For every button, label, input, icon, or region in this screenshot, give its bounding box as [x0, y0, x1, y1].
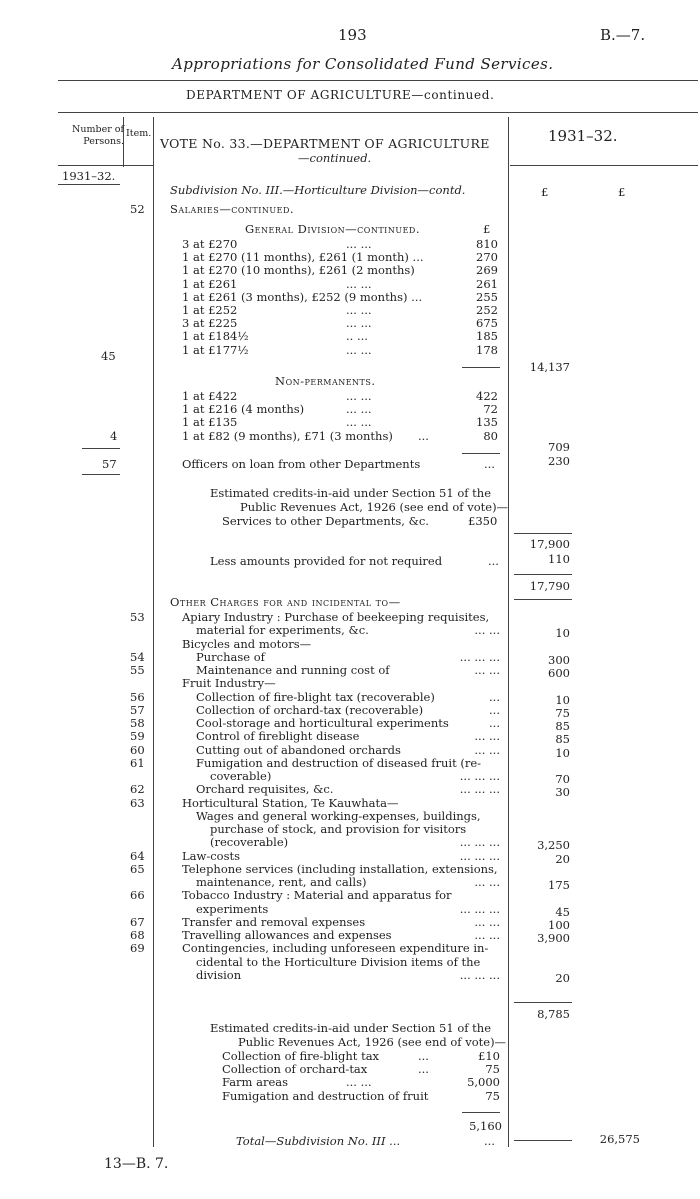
charge-label: experiments	[196, 901, 269, 916]
credit-row-amount: 75	[485, 1088, 500, 1103]
salary-row-amount: 422	[476, 389, 498, 403]
salary-row-label: 1 at £216 (4 months)	[182, 402, 305, 417]
salary-row-label: 1 at £261	[182, 276, 238, 291]
charge-label: purchase of stock, and provision for visitors	[210, 822, 467, 836]
general-division-heading: General Division—continued.	[245, 222, 420, 236]
leaders: ...	[418, 1049, 429, 1063]
charge-label: material for experiments, &c.	[196, 623, 369, 638]
credits-amount: £350	[468, 514, 498, 528]
subtotal-rule	[514, 533, 572, 534]
credit-row-amount: 75	[485, 1062, 500, 1077]
credits-line: Estimated credits-in-aid under Section 51 of the	[210, 486, 492, 500]
item-number: 55	[130, 663, 145, 677]
leaders: ... ...	[474, 742, 500, 757]
salary-row-amount: 178	[476, 342, 498, 357]
year-left-rule	[58, 184, 120, 185]
credit-row-label: Fumigation and destruction of fruit	[222, 1088, 429, 1103]
grand-total-rule	[514, 1140, 572, 1141]
leaders: ...	[484, 457, 495, 471]
item-number: 52	[130, 202, 145, 216]
leaders: .. ...	[346, 329, 368, 344]
salary-row-amount: 135	[476, 415, 498, 430]
charge-amount: 85	[555, 732, 570, 747]
salary-row-label: 3 at £270	[182, 237, 238, 251]
salary-row-amount: 185	[476, 329, 498, 344]
salary-row-amount: 255	[476, 289, 498, 304]
charge-label: Orchard requisites, &c.	[196, 782, 334, 797]
general-division-currency: £	[483, 222, 491, 236]
leaders: ... ...	[474, 928, 500, 942]
leaders: ...	[418, 1062, 429, 1077]
charge-label: Fruit Industry—	[182, 676, 276, 691]
charge-amount: 175	[548, 878, 570, 892]
credit-row-label: Collection of fire-blight tax	[222, 1049, 380, 1063]
credit-row-amount: £10	[478, 1049, 500, 1063]
grand-total-label: Total—Subdivision No. III ...	[236, 1134, 401, 1148]
charge-amount: 300	[548, 652, 570, 667]
charge-amount: 10	[555, 692, 570, 707]
charge-amount: 70	[555, 772, 570, 786]
charge-label: Wages and general working-expenses, buildings,	[196, 808, 481, 823]
leaders: ... ... ...	[459, 967, 500, 982]
charge-label: Fumigation and destruction of diseased fruit (re-	[196, 755, 482, 770]
less-label: Less amounts provided for not required	[210, 554, 443, 568]
persons-rule	[82, 448, 120, 449]
leaders: ... ...	[474, 623, 500, 638]
credits-line: Public Revenues Act, 1926 (see end of vote)—	[240, 500, 509, 514]
charge-amount: 45	[555, 904, 570, 919]
charge-label: (recoverable)	[210, 835, 289, 850]
leaders: ... ...	[346, 389, 372, 403]
credit-row-amount: 5,000	[467, 1075, 500, 1090]
department-heading: DEPARTMENT OF AGRICULTURE—continued.	[186, 88, 495, 102]
leaders: ... ...	[346, 303, 372, 317]
currency-column-b: £	[618, 185, 626, 199]
item-number: 60	[130, 742, 145, 757]
charge-label: cidental to the Horticulture Division items of the	[196, 954, 481, 969]
leaders: ... ...	[346, 415, 372, 430]
column-line-description	[508, 117, 509, 1147]
charge-amount: 100	[548, 917, 570, 932]
salary-row-label: 1 at £270 (10 months), £261 (2 months)	[182, 263, 415, 278]
salary-row-amount: 252	[476, 303, 498, 317]
column-header-item: Item.	[126, 128, 152, 139]
leaders: ... ...	[474, 663, 500, 677]
leaders: ... ...	[346, 316, 372, 331]
leaders: ... ...	[474, 729, 500, 744]
credit-row-label: Collection of orchard-tax	[222, 1062, 368, 1077]
table-header-rule-right	[510, 165, 698, 166]
charge-label: Cutting out of abandoned orchards	[196, 742, 401, 757]
salary-row-label: 1 at £252	[182, 303, 238, 317]
leaders: ...	[489, 702, 500, 717]
persons-count: 4	[110, 429, 118, 443]
salary-row-amount: 261	[476, 276, 498, 291]
year-left: 1931–32.	[62, 169, 116, 183]
currency-column-a: £	[541, 185, 549, 199]
item-number: 57	[130, 702, 145, 717]
vote-title-continued: —continued.	[298, 151, 372, 165]
charge-label: Cool-storage and horticultural experiments	[196, 716, 449, 730]
salary-row-amount: 80	[483, 428, 498, 443]
subtotal-rule	[514, 574, 572, 575]
leaders: ... ... ...	[459, 649, 500, 664]
charge-label: Contingencies, including unforeseen expenditure in-	[182, 941, 489, 956]
charge-amount: 20	[555, 851, 570, 866]
page-title: Appropriations for Consolidated Fund Services.	[172, 55, 554, 73]
officers-on-loan-amount: 230	[548, 454, 570, 468]
charge-label: Apiary Industry : Purchase of beekeeping requisites,	[182, 610, 490, 624]
header-rule	[58, 80, 698, 81]
item-number: 68	[130, 928, 145, 942]
salary-row-label: 1 at £270 (11 months), £261 (1 month) ...	[182, 250, 424, 265]
item-number: 63	[130, 795, 145, 810]
charge-amount: 10	[555, 626, 570, 641]
grand-total-amount: 26,575	[599, 1132, 640, 1146]
charge-label: division	[196, 967, 242, 982]
leaders: ...	[484, 1134, 495, 1148]
charge-amount: 10	[555, 745, 570, 760]
document-reference: B.—7.	[600, 26, 646, 44]
salary-row-amount: 675	[476, 316, 498, 331]
general-division-total: 14,137	[529, 360, 570, 374]
leaders: ... ...	[474, 875, 500, 889]
charge-label: Horticultural Station, Te Kauwhata—	[182, 795, 399, 810]
vote-title: VOTE No. 33.—DEPARTMENT OF AGRICULTURE	[160, 136, 490, 151]
leaders: ... ... ...	[459, 848, 500, 863]
salary-row-label: 1 at £82 (9 months), £71 (3 months)	[182, 428, 393, 443]
year-column-header: 1931–32.	[548, 127, 618, 145]
other-charges-total: 8,785	[537, 1007, 570, 1021]
subtotal-rule	[514, 599, 572, 600]
salaries-heading: Salaries—continued.	[170, 202, 295, 216]
leaders: ...	[488, 554, 499, 568]
leaders: ... ...	[346, 1075, 372, 1090]
item-number: 62	[130, 782, 145, 797]
charge-label: Maintenance and running cost of	[196, 663, 390, 677]
credit-row-label: Farm areas	[222, 1075, 289, 1090]
charge-amount: 3,900	[537, 931, 570, 945]
charge-amount: 20	[555, 970, 570, 985]
credits-total: 5,160	[469, 1119, 502, 1133]
salary-row-amount: 270	[476, 250, 498, 265]
salary-row-label: 1 at £135	[182, 415, 238, 430]
charge-amount: 30	[555, 785, 570, 800]
charge-label: Travelling allowances and expenses	[182, 928, 392, 942]
charge-label: Law-costs	[182, 848, 241, 863]
subtotal-rule	[462, 1112, 500, 1113]
item-number: 53	[130, 610, 145, 624]
leaders: ...	[489, 716, 500, 730]
item-number: 59	[130, 729, 145, 744]
non-permanents-heading: Non-permanents.	[275, 374, 376, 388]
charge-label: Control of fireblight disease	[196, 729, 360, 744]
column-line-persons	[123, 117, 124, 167]
leaders: ... ... ...	[459, 835, 500, 850]
leaders: ... ... ...	[459, 901, 500, 916]
charge-label: Telephone services (including installation, extensions,	[182, 861, 498, 876]
leaders: ... ...	[346, 402, 372, 417]
leaders: ... ...	[474, 914, 500, 929]
charge-label: Collection of orchard-tax (recoverable)	[196, 702, 424, 717]
charge-label: coverable)	[210, 769, 272, 783]
table-top-rule	[58, 112, 698, 113]
leaders: ... ...	[346, 342, 372, 357]
item-number: 67	[130, 914, 145, 929]
officers-on-loan-label: Officers on loan from other Departments	[182, 457, 421, 471]
salary-row-amount: 269	[476, 263, 498, 278]
salaries-net-total: 17,790	[529, 579, 570, 593]
salary-row-label: 3 at £225	[182, 316, 238, 331]
table-header-rule	[58, 165, 154, 166]
column-line-item	[153, 117, 154, 1147]
salary-row-amount: 810	[476, 237, 498, 251]
subdivision-heading: Subdivision No. III.—Horticulture Division—contd.	[170, 183, 466, 197]
charge-label: Collection of fire-blight tax (recoverable)	[196, 689, 435, 704]
charge-label: Transfer and removal expenses	[182, 914, 366, 929]
credits-line: Public Revenues Act, 1926 (see end of vote)—	[238, 1035, 507, 1049]
charge-label: Tobacco Industry : Material and apparatus for	[182, 888, 452, 903]
subtotal-rule	[462, 453, 500, 454]
credits-line: Services to other Departments, &c.	[222, 514, 429, 528]
item-number: 64	[130, 848, 145, 863]
item-number: 56	[130, 689, 145, 704]
salary-row-label: 1 at £422	[182, 389, 238, 403]
persons-count: 57	[102, 457, 117, 471]
credits-line: Estimated credits-in-aid under Section 51 of the	[210, 1021, 492, 1035]
salary-row-label: 1 at £177½	[182, 342, 249, 357]
salary-row-label: 1 at £184½	[182, 329, 249, 344]
salary-row-label: 1 at £261 (3 months), £252 (9 months) ...	[182, 289, 423, 304]
non-permanents-total: 709	[548, 440, 570, 454]
leaders: ...	[489, 689, 500, 704]
page-footer: 13—B. 7.	[104, 1156, 169, 1172]
subtotal-rule	[462, 367, 500, 368]
charge-amount: 85	[555, 719, 570, 733]
column-header-persons: Number of Persons.	[72, 124, 124, 147]
leaders: ... ... ...	[459, 769, 500, 783]
salary-row-amount: 72	[483, 402, 498, 417]
charge-label: maintenance, rent, and calls)	[196, 875, 367, 889]
salaries-subtotal: 17,900	[529, 537, 570, 551]
leaders: ... ...	[346, 237, 372, 251]
leaders: ...	[418, 428, 429, 443]
item-number: 65	[130, 861, 145, 876]
item-number: 54	[130, 649, 145, 664]
subtotal-rule	[514, 1002, 572, 1003]
leaders: ... ...	[346, 276, 372, 291]
page-number: 193	[338, 26, 367, 44]
charge-amount: 75	[555, 705, 570, 720]
item-number: 58	[130, 716, 145, 730]
charge-label: Bicycles and motors—	[182, 636, 312, 651]
item-number: 66	[130, 888, 145, 903]
other-charges-heading: Other Charges for and incidental to—	[170, 595, 401, 609]
item-number: 61	[130, 755, 145, 770]
less-amount: 110	[548, 552, 570, 566]
charge-amount: 600	[548, 666, 570, 680]
leaders: ... ... ...	[459, 782, 500, 797]
persons-rule	[82, 474, 120, 475]
persons-count: 45	[101, 349, 116, 363]
charge-amount: 3,250	[537, 838, 570, 853]
charge-label: Purchase of	[196, 649, 265, 664]
item-number: 69	[130, 941, 145, 956]
